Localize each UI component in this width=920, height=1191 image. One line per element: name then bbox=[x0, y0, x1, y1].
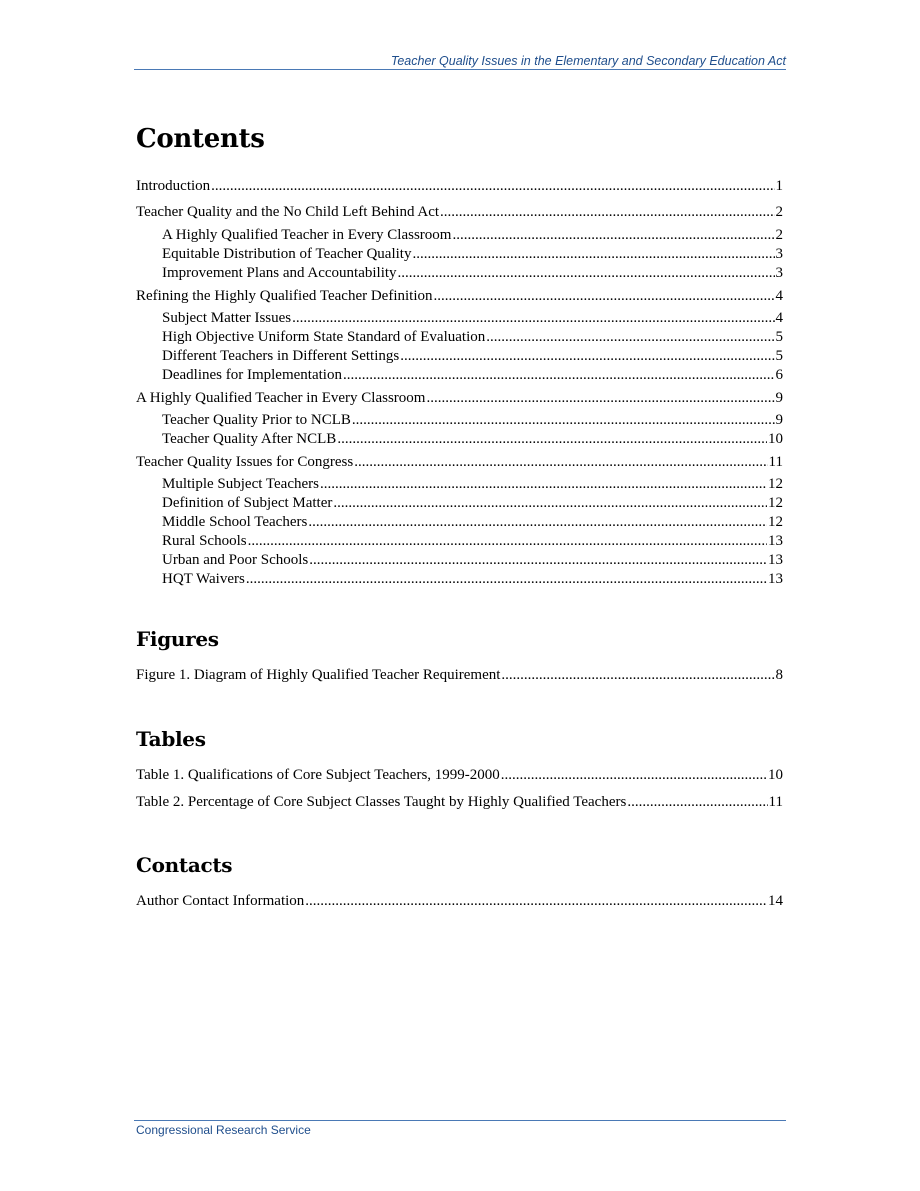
toc-entry-title: A Highly Qualified Teacher in Every Classroom bbox=[136, 390, 426, 406]
toc-leader-dots bbox=[400, 347, 774, 366]
toc-leader-dots bbox=[398, 264, 775, 283]
toc-entry[interactable] bbox=[162, 347, 783, 366]
toc-entry-title: Improvement Plans and Accountability bbox=[162, 265, 397, 281]
toc-entry[interactable] bbox=[136, 666, 783, 685]
toc-entry-page: 13 bbox=[768, 533, 783, 549]
toc-entry-page: 10 bbox=[768, 431, 783, 447]
toc-leader-dots bbox=[627, 793, 767, 812]
toc-leader-dots bbox=[343, 366, 775, 385]
toc-entry[interactable] bbox=[162, 411, 783, 430]
toc-entry[interactable] bbox=[136, 389, 783, 408]
toc-leader-dots bbox=[426, 389, 774, 408]
toc-entry[interactable] bbox=[162, 245, 783, 264]
toc-entry[interactable] bbox=[136, 793, 783, 812]
toc-leader-dots bbox=[292, 309, 774, 328]
toc-entry-title: Introduction bbox=[136, 178, 211, 194]
footer-rule bbox=[134, 1120, 786, 1121]
toc-entry-page: 9 bbox=[775, 390, 783, 406]
toc-entry[interactable] bbox=[136, 892, 783, 911]
toc-entry[interactable] bbox=[162, 532, 783, 551]
toc-entry-page: 11 bbox=[768, 794, 783, 810]
toc-entry-page: 4 bbox=[775, 310, 783, 326]
toc-entry-page: 12 bbox=[768, 476, 783, 492]
toc-leader-dots bbox=[434, 287, 775, 306]
toc-entry[interactable] bbox=[162, 264, 783, 283]
toc-entry-title: A Highly Qualified Teacher in Every Classroom bbox=[162, 227, 452, 243]
contents-heading: Contents bbox=[136, 124, 265, 154]
toc-entry-page: 10 bbox=[768, 767, 783, 783]
toc-leader-dots bbox=[211, 177, 774, 196]
toc-entry-page: 3 bbox=[775, 265, 783, 281]
toc-entry-page: 3 bbox=[775, 246, 783, 262]
toc-entry[interactable] bbox=[162, 475, 783, 494]
toc-entry-page: 2 bbox=[775, 227, 783, 243]
toc-entry-page: 13 bbox=[768, 571, 783, 587]
header-rule bbox=[134, 69, 786, 70]
toc-entry-page: 4 bbox=[775, 288, 783, 304]
toc-entry[interactable] bbox=[162, 551, 783, 570]
toc-entry-title: Urban and Poor Schools bbox=[162, 552, 309, 568]
toc-entry-page: 5 bbox=[775, 348, 783, 364]
toc-leader-dots bbox=[248, 532, 767, 551]
toc-leader-dots bbox=[352, 411, 775, 430]
toc-entry-page: 1 bbox=[775, 178, 783, 194]
toc-entry[interactable] bbox=[136, 287, 783, 306]
toc-entry-title: Refining the Highly Qualified Teacher Definition bbox=[136, 288, 433, 304]
toc-entry[interactable] bbox=[136, 203, 783, 222]
figures-heading: Figures bbox=[136, 627, 219, 651]
toc-entry-title: Deadlines for Implementation bbox=[162, 367, 342, 383]
toc-entry-page: 14 bbox=[768, 893, 783, 909]
toc-entry-page: 9 bbox=[775, 412, 783, 428]
toc-entry[interactable] bbox=[162, 309, 783, 328]
toc-entry-page: 13 bbox=[768, 552, 783, 568]
toc-entry-title: Subject Matter Issues bbox=[162, 310, 292, 326]
toc-leader-dots bbox=[412, 245, 774, 264]
toc-leader-dots bbox=[309, 551, 767, 570]
toc-entry-page: 12 bbox=[768, 495, 783, 511]
toc-entry[interactable] bbox=[162, 366, 783, 385]
toc-entry[interactable] bbox=[162, 430, 783, 449]
toc-leader-dots bbox=[305, 892, 767, 911]
toc-leader-dots bbox=[354, 453, 767, 472]
toc-leader-dots bbox=[486, 328, 774, 347]
toc-entry-title: Table 2. Percentage of Core Subject Classes Taught by Highly Qualified Teachers bbox=[136, 794, 627, 810]
toc-entry-page: 11 bbox=[768, 454, 783, 470]
toc-leader-dots bbox=[320, 475, 767, 494]
toc-entry-title: Multiple Subject Teachers bbox=[162, 476, 319, 492]
tables-heading: Tables bbox=[136, 727, 206, 751]
toc-entry-page: 12 bbox=[768, 514, 783, 530]
toc-entry-title: Author Contact Information bbox=[136, 893, 305, 909]
toc-entry-page: 6 bbox=[775, 367, 783, 383]
toc-entry[interactable] bbox=[136, 453, 783, 472]
footer-org: Congressional Research Service bbox=[136, 1123, 311, 1137]
toc-entry[interactable] bbox=[162, 494, 783, 513]
toc-leader-dots bbox=[501, 766, 767, 785]
toc-leader-dots bbox=[333, 494, 767, 513]
toc-entry-title: Figure 1. Diagram of Highly Qualified Teacher Requirement bbox=[136, 667, 501, 683]
toc-entry-title: Definition of Subject Matter bbox=[162, 495, 333, 511]
toc-leader-dots bbox=[501, 666, 774, 685]
toc-entry-title: HQT Waivers bbox=[162, 571, 245, 587]
toc-entry[interactable] bbox=[136, 766, 783, 785]
contacts-heading: Contacts bbox=[136, 853, 233, 877]
toc-entry-page: 2 bbox=[775, 204, 783, 220]
toc-entry-title: Teacher Quality Issues for Congress bbox=[136, 454, 354, 470]
toc-entry-title: Teacher Quality and the No Child Left Behind Act bbox=[136, 204, 440, 220]
toc-leader-dots bbox=[440, 203, 774, 222]
toc-entry[interactable] bbox=[162, 328, 783, 347]
toc-entry-title: Rural Schools bbox=[162, 533, 247, 549]
toc-leader-dots bbox=[452, 226, 774, 245]
toc-entry-title: High Objective Uniform State Standard of Evaluation bbox=[162, 329, 486, 345]
toc-entry[interactable] bbox=[162, 513, 783, 532]
toc-entry-page: 5 bbox=[775, 329, 783, 345]
toc-entry-title: Equitable Distribution of Teacher Quality bbox=[162, 246, 412, 262]
toc-leader-dots bbox=[337, 430, 767, 449]
toc-entry-title: Table 1. Qualifications of Core Subject Teachers, 1999-2000 bbox=[136, 767, 500, 783]
toc-entry-title: Teacher Quality After NCLB bbox=[162, 431, 337, 447]
toc-leader-dots bbox=[246, 570, 767, 589]
toc-entry-title: Different Teachers in Different Settings bbox=[162, 348, 400, 364]
toc-entry[interactable] bbox=[162, 570, 783, 589]
toc-leader-dots bbox=[308, 513, 767, 532]
toc-entry-page: 8 bbox=[775, 667, 783, 683]
toc-entry-title: Middle School Teachers bbox=[162, 514, 308, 530]
toc-entry[interactable] bbox=[136, 177, 783, 196]
toc-entry-title: Teacher Quality Prior to NCLB bbox=[162, 412, 351, 428]
running-header: Teacher Quality Issues in the Elementary and Secondary Education Act bbox=[390, 54, 786, 68]
toc-entry[interactable] bbox=[162, 226, 783, 245]
